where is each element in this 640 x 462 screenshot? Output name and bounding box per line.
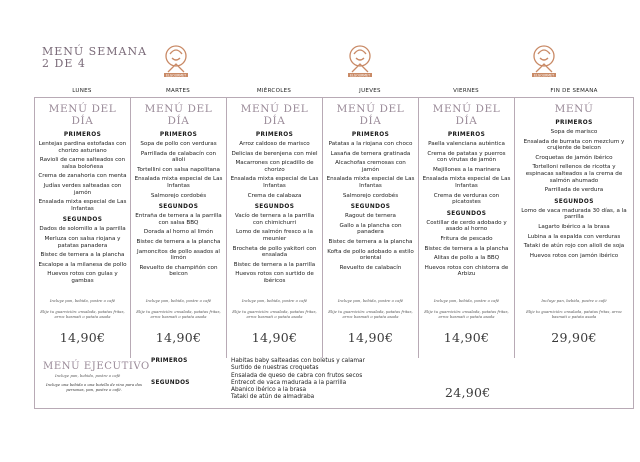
dish-item: Alitas de pollo a la BBQ (433, 255, 500, 262)
dish-item: Huevos rotos con gulas y gambas (47, 271, 118, 284)
segundos-list (326, 213, 415, 271)
dish-item: Salmorejo cordobés (342, 192, 399, 199)
dish-item: Bistec de ternera a la plancha (424, 245, 509, 252)
includes-note: Incluye pan, bebida, postre o café (49, 298, 116, 303)
dish-item: Tataki de atún rojo con alioli de soja (523, 243, 625, 250)
restaurant-logo-icon (340, 42, 380, 82)
dish-item: Parrillada de calabacín con alioli (140, 150, 217, 164)
dish-item: Bistec de ternera a la plancha (328, 238, 413, 245)
garnish-note: Elije tu guarnición: ensalada, patatas fritas, arroz basmati o patata asada (136, 309, 221, 319)
segundos-list (518, 208, 630, 260)
primeros-label: PRIMEROS (447, 132, 486, 138)
day-column-miercoles (226, 98, 322, 358)
dish-item: Brocheta de pollo yakitori con ensalada (232, 245, 317, 259)
day-column-viernes (418, 98, 514, 358)
dish-item: Lomo de salmón fresco a la meunier (236, 229, 313, 242)
restaurant-logo-icon (156, 42, 196, 82)
dish-item: Tortelloni rellenos de ricotta y espinacas salteados a la crema de salmón ahumado (525, 164, 623, 184)
segundos-list (230, 213, 319, 284)
day-header-fin-de-semana: FIN DE SEMANA (550, 88, 598, 94)
dish-item: Paella valenciana auténtica (428, 141, 505, 147)
dish-item: Ensalada mixta especial de Las Infantas (230, 176, 319, 189)
dish-item: Judías verdes salteadas con jamón (43, 182, 122, 196)
includes-note: Incluye pan, bebida, postre o café (241, 298, 308, 303)
week-title-line2: 2 DE 4 (42, 57, 86, 70)
segundos-list (422, 220, 511, 278)
dish-item: Bistec de ternera a la parrilla (233, 261, 316, 268)
includes-note: Incluye pan, bebida, postre o café (145, 298, 212, 303)
day-header-viernes: VIERNES (453, 88, 479, 94)
dish-item: Lasaña de ternera gratinada (330, 150, 411, 157)
garnish-note: Elije tu guarnición: ensalada, patatas fritas, arroz basmati o patata asada (328, 309, 413, 319)
dish-item: Dorada al horno al limón (143, 229, 214, 236)
restaurant-logo-icon (524, 42, 564, 82)
menu-del-dia-title: MENÚ DEL DÍA (144, 103, 213, 127)
dish-item: Gallo a la plancha con panadera (339, 222, 402, 236)
dish-item: Bistec de ternera a la plancha (136, 238, 221, 245)
dish-item: Crema de patatas y puerros con virutas de jamón (427, 150, 506, 164)
dish-item: Lomo de vaca madurada 30 días, a la parrilla (521, 207, 627, 221)
executive-menu-title: MENÚ EJECUTIVO (43, 361, 150, 372)
menu-price: 14,90€ (347, 330, 394, 345)
executive-dish-item: Abanico ibérico a la brasa (231, 387, 307, 394)
menu-title: MENÚ (554, 103, 594, 115)
dish-item: Macarrones con picadillo de chorizo (235, 160, 314, 173)
segundos-label: SEGUNDOS (446, 210, 487, 217)
executive-dish-item: Tataki de atún de almadraba (231, 394, 315, 401)
includes-note: Incluye pan, bebida, postre o café (433, 298, 500, 303)
day-header-lunes: LUNES (72, 88, 92, 94)
dish-item: Tortellini con salsa napolitana (137, 166, 220, 173)
dish-item: Huevos rotos con surtido de ibéricos (235, 271, 314, 284)
executive-beverage-note: Incluye una bebida o una botella de vino para dos personas, pan, postre o café. (46, 382, 142, 392)
menu-header (0, 0, 640, 96)
dish-item: Ensalada mixta especial de Las Infantas (38, 199, 127, 212)
primeros-list (518, 129, 630, 194)
executive-segundos-label: SEGUNDOS (151, 380, 190, 386)
dish-item: Sopa de marisco (550, 129, 598, 135)
garnish-note: Elije tu guarnición: ensalada, patatas fritas, arroz basmati o patata asada (424, 309, 509, 319)
executive-menu-price: 24,90€ (445, 385, 491, 400)
dish-item: Crema de calabaza (247, 192, 302, 199)
day-column-lunes (34, 98, 130, 358)
day-header-miercoles: MIÉRCOLES (256, 88, 292, 94)
executive-dish-item: Ensalada de queso de cabra con frutos secos (231, 372, 363, 379)
dish-item: Salmorejo cordobés (150, 192, 207, 199)
menu-del-dia-title: MENÚ DEL DÍA (240, 103, 309, 127)
day-header-jueves: JUEVES (359, 88, 381, 94)
segundos-label: SEGUNDOS (554, 198, 594, 205)
dish-item: Ensalada mixta especial de Las Infantas (326, 176, 415, 189)
menu-del-dia-title: MENÚ DEL DÍA (432, 103, 501, 127)
executive-menu (34, 357, 634, 409)
dish-item: Lubina a la espalda con verduras (527, 233, 621, 240)
dish-item: Entraña de ternera a la parrilla con salsa BBQ (135, 213, 222, 226)
primeros-label: PRIMEROS (63, 132, 102, 138)
svg-text:ELGOURMET: ELGOURMET (349, 73, 371, 78)
executive-primeros-label: PRIMEROS (151, 358, 188, 364)
menu-price: 29,90€ (551, 330, 597, 345)
dish-item: Dados de solomillo a la parrilla (39, 226, 126, 233)
dish-item: Bistec de ternera a la plancha (40, 252, 125, 259)
dish-item: Crema de zanahoria con menta (38, 173, 127, 180)
dish-item: Patatas a la riojana con choco (328, 141, 413, 147)
primeros-list (326, 141, 415, 199)
executive-menu-header (35, 357, 151, 409)
primeros-label: PRIMEROS (255, 132, 294, 138)
week-title (42, 46, 147, 70)
garnish-note: Elije tu guarnición: ensalada, patatas fritas, arroz basmati o patata asada (526, 309, 622, 319)
dish-item: Revuelto de champiñón con beicon (139, 264, 218, 278)
dish-item: Croquetas de jamón ibérico (535, 154, 613, 161)
dish-item: Costillar de cerdo adobado y asado al horno (426, 219, 507, 233)
dish-item: Lentejas pardina estofadas con chorizo asturiano (38, 141, 127, 154)
dish-item: Lagarto ibérico a la brasa (538, 223, 610, 230)
menu-del-dia-title: MENÚ DEL DÍA (336, 103, 405, 127)
dish-item: Ensalada de burrata con mezclum y crujiente de beicon (523, 138, 625, 152)
executive-dish-item: Surtido de nuestras croquetas (231, 365, 319, 372)
menu-price: 14,90€ (443, 330, 490, 345)
dish-item: Mejillones a la marinera (433, 166, 500, 173)
day-header-martes: MARTES (165, 88, 191, 94)
executive-dish-item: Habitas baby salteadas con boletus y calamar (231, 358, 365, 364)
primeros-label: PRIMEROS (555, 120, 593, 126)
primeros-list (38, 141, 127, 212)
weekly-menu-grid (34, 97, 634, 357)
executive-includes-note: Incluye pan, bebida, postre o café (55, 373, 121, 378)
dish-item: Parrillada de verdura (544, 187, 604, 194)
svg-text:ELGOURMET: ELGOURMET (165, 73, 187, 78)
garnish-note: Elije tu guarnición: ensalada, patatas fritas, arroz basmati o patata asada (40, 309, 125, 319)
primeros-list (422, 141, 511, 206)
dish-item: Escalope a la milanesa de pollo (38, 261, 127, 268)
svg-text:ELGOURMET: ELGOURMET (533, 73, 555, 78)
menu-price: 14,90€ (251, 330, 298, 345)
dish-item: Arroz caldoso de marisco (239, 141, 310, 147)
dish-item: Jamoncitos de pollo asados al limón (137, 248, 220, 262)
dish-item: Ragout de ternera (344, 213, 396, 220)
dish-item: Revuelto de calabacín (339, 264, 402, 271)
dish-item: Crema de verduras con picatostes (433, 192, 500, 206)
menu-price: 14,90€ (59, 330, 106, 345)
dish-item: Huevos rotos con jamón ibérico (529, 252, 619, 259)
segundos-label: SEGUNDOS (158, 204, 199, 211)
dish-item: Merluza con salsa riojana y patatas panadera (44, 235, 121, 249)
segundos-label: SEGUNDOS (62, 217, 103, 224)
dish-item: Vacío de ternera a la parrilla con chimichurri (234, 213, 315, 226)
executive-dish-item: Entrecot de vaca madurada a la parrilla (231, 379, 347, 386)
day-column-fin-de-semana (514, 98, 634, 358)
segundos-label: SEGUNDOS (254, 204, 295, 211)
day-column-martes (130, 98, 226, 358)
dish-item: Ensalada mixta especial de Las Infantas (134, 176, 223, 189)
includes-note: Incluye pan, bebida, postre o café (541, 298, 607, 303)
dish-item: Huevos rotos con chistorra de Arbizu (424, 264, 509, 278)
menu-del-dia-title: MENÚ DEL DÍA (48, 103, 117, 127)
dish-item: Fritura de pescado (440, 235, 493, 242)
day-headers (34, 85, 634, 97)
dish-item: Sopa de pollo con verduras (140, 141, 217, 147)
day-column-jueves (322, 98, 418, 358)
segundos-label: SEGUNDOS (350, 204, 391, 211)
segundos-list (38, 226, 127, 284)
week-title-line1: MENÚ SEMANA (42, 45, 148, 58)
primeros-list (230, 141, 319, 199)
dish-item: Alcachofas cremosas con jamón (335, 160, 406, 173)
includes-note: Incluye pan, bebida, postre o café (337, 298, 404, 303)
dish-item: Ensalada mixta especial de Las Infantas (422, 176, 511, 189)
menu-price: 14,90€ (155, 330, 202, 345)
segundos-list (134, 213, 223, 278)
primeros-list (134, 141, 223, 199)
dish-item: Delicias de berenjena con miel (231, 150, 318, 157)
dish-item: Ravioli de carne salteados con salsa boloñesa (39, 157, 126, 170)
garnish-note: Elije tu guarnición: ensalada, patatas fritas, arroz basmati o patata asada (232, 309, 317, 319)
primeros-label: PRIMEROS (351, 132, 390, 138)
dish-item: Kofta de pollo adobado a estilo oriental (327, 248, 414, 262)
primeros-label: PRIMEROS (159, 132, 198, 138)
